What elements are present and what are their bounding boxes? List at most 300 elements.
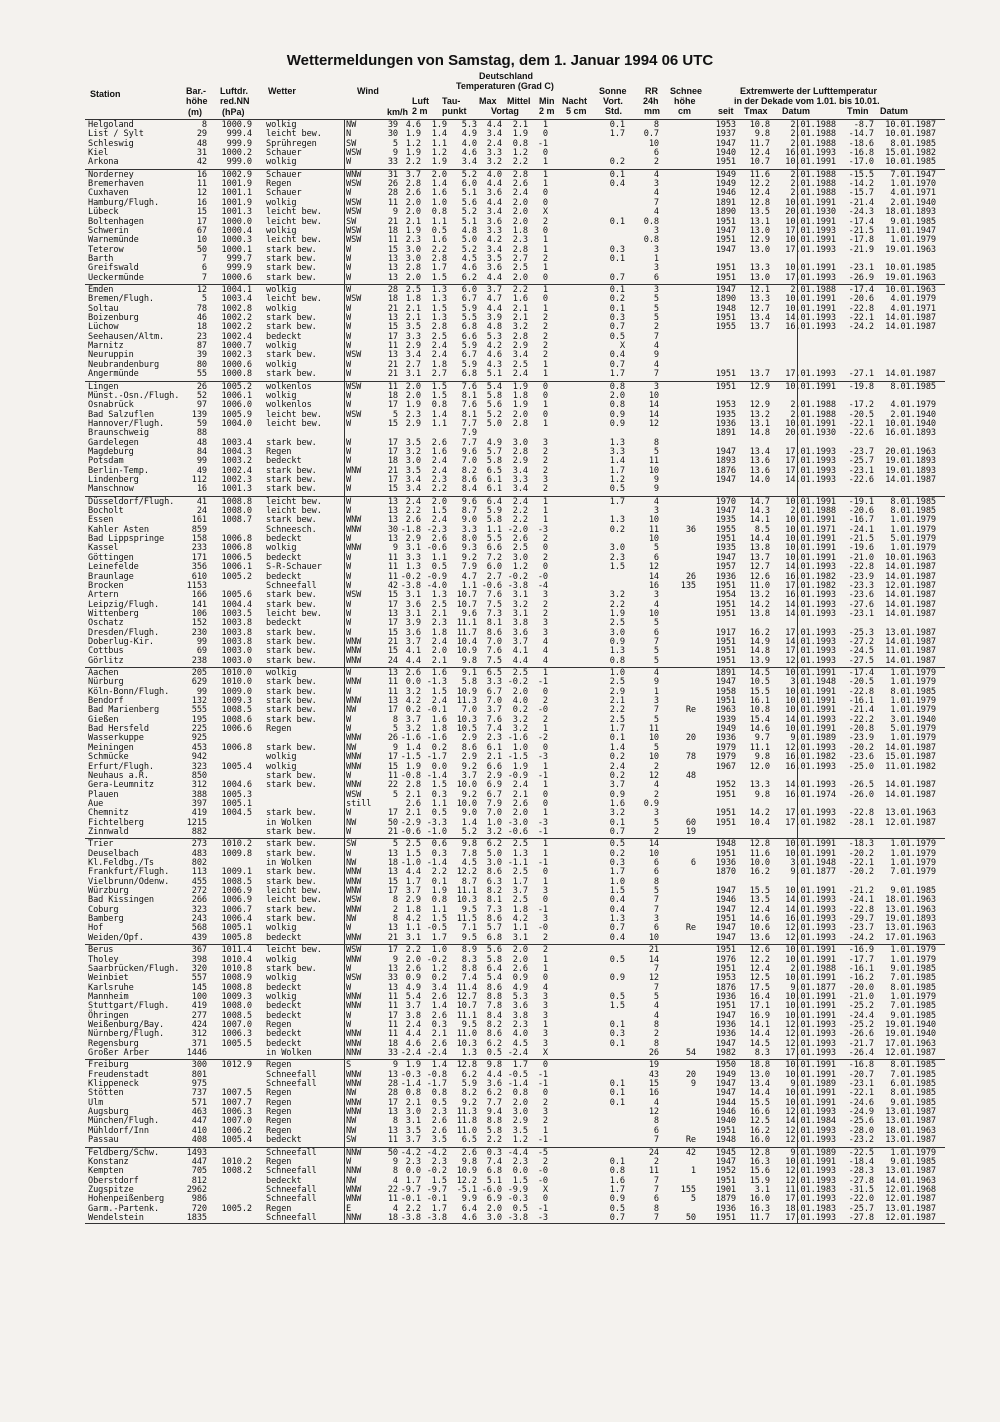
min-temp-cell: 2.9 (512, 456, 528, 467)
bar-height-cell: 812 (191, 1175, 207, 1186)
wind-direction-cell: WSW (346, 207, 362, 218)
night-temp-cell: 3 (542, 618, 548, 629)
weather-cell: leicht bew. (266, 506, 322, 516)
min-temp-cell: 1.2 (512, 562, 528, 573)
tmin-cell: -26.4 (848, 1048, 874, 1058)
sunshine-cell: 0.8 (609, 381, 625, 392)
tmax-date-cell: 12.01.1993 (785, 1166, 836, 1177)
weather-cell: leicht bew. (266, 496, 322, 507)
tmax-date-cell: 14.01.1993 (785, 714, 836, 725)
tmax-date-cell: 12.01.1993 (785, 932, 836, 943)
max-temp-cell: 7.9 (461, 562, 477, 573)
record-since-cell: 1967 (715, 761, 736, 772)
tmax-cell: 13.0 (749, 244, 770, 255)
wind-direction-cell: SW (346, 839, 357, 850)
station-name-cell: Saarbrücken/Flugh. (88, 963, 180, 974)
wind-speed-cell: 17 (387, 400, 398, 411)
max-temp-cell: 9.6 (461, 446, 477, 457)
tmax-cell: 13.4 (749, 1079, 770, 1089)
dewpoint-cell: 1.5 (431, 272, 447, 283)
wind-direction-cell: WSW (346, 590, 362, 601)
wind-speed-cell: 13 (387, 272, 398, 283)
tmin-date-cell: 7.01.1985 (890, 1001, 936, 1012)
tmin-date-cell: 10.01.1963 (885, 552, 936, 563)
tmin-date-cell: 15.01.1987 (885, 752, 936, 763)
tmax-date-cell: 12.01.1993 (785, 1029, 836, 1040)
station-name-cell: Wendelstein (88, 1212, 144, 1223)
wind-direction-cell: W (346, 331, 352, 342)
min-temp-cell: 1.8 (512, 904, 528, 915)
tmax-date-cell: 10.01.1991 (785, 381, 836, 392)
night-temp-cell: 0 (542, 1060, 548, 1071)
dewpoint-cell: 1.5 (431, 686, 447, 697)
pressure-cell: 1008.0 (221, 506, 252, 516)
sunshine-cell: 0.1 (609, 120, 625, 130)
pressure-cell: 1010.2 (221, 1156, 252, 1167)
min-temp-cell: 3.2 (512, 714, 528, 725)
wind-direction-cell: W (346, 313, 352, 323)
min-temp-cell: 3.4 (512, 465, 528, 476)
tmax-date-header: Datum (782, 106, 811, 116)
wind-direction-cell: WSW (346, 225, 362, 236)
air-temp-cell: 3.0 (405, 456, 421, 467)
pressure-cell: 1001.9 (221, 197, 252, 208)
wind-speed-cell: 17 (387, 1097, 398, 1108)
wind-speed-cell: 13 (387, 263, 398, 274)
pressure-cell: 1009.1 (221, 867, 252, 878)
tmax-cell: 16.3 (749, 1203, 770, 1214)
bar-height-cell: 367 (191, 945, 207, 956)
night-temp-cell: 0 (542, 543, 548, 554)
precip-cell: 8 (653, 1019, 659, 1030)
min-temp-cell: 2.0 (512, 207, 528, 218)
weather-cell: bedeckt (266, 534, 302, 545)
tmax-cell: 12.4 (749, 188, 770, 199)
sunshine-cell: 0.7 (609, 359, 625, 370)
dewpoint-cell: 1.3 (431, 313, 447, 323)
weather-cell: stark bew. (266, 848, 317, 859)
table-row (88, 1135, 948, 1145)
max-temp-cell: 4.8 (461, 225, 477, 236)
record-since-cell: 1876 (715, 465, 736, 476)
snow-cell: Re (685, 923, 696, 934)
record-since-cell: 1951 (715, 534, 736, 545)
mean-temp-cell: 6.2 (486, 1088, 502, 1099)
air-temp-cell: 1.9 (405, 400, 421, 411)
air-temp-cell: 2.5 (405, 284, 421, 295)
mean-temp-cell: 4.4 (486, 272, 502, 283)
pressure-cell: 1006.4 (221, 914, 252, 925)
pressure-cell: 1002.2 (221, 313, 252, 323)
dewpoint-cell: 1.5 (431, 1175, 447, 1186)
wind-direction-cell: WSW (346, 895, 362, 906)
wind-speed-cell: 13 (387, 1069, 398, 1080)
sunshine-cell: 0.1 (609, 284, 625, 295)
sunshine-header-2: Vort. (603, 96, 623, 106)
record-since-cell: 1890 (715, 294, 736, 305)
max-temp-cell: 6.2 (461, 1069, 477, 1080)
snow-cell: 78 (685, 752, 696, 763)
mean-temp-cell: 3.2 (486, 826, 502, 837)
tmax-date-cell: 14.01.1993 (785, 599, 836, 610)
tmin-date-cell: 8.01.1985 (890, 496, 936, 507)
dewpoint-cell: 1.0 (431, 945, 447, 956)
precip-cell: 10 (648, 534, 659, 545)
min-temp-cell: 2.0 (512, 945, 528, 956)
weather-cell: stark bew. (266, 826, 317, 837)
wind-direction-cell: W (346, 496, 352, 507)
precip-cell: 19 (648, 1060, 659, 1071)
sunshine-cell: 1.3 (609, 515, 625, 526)
pressure-cell: 1005.8 (221, 932, 252, 943)
record-since-cell: 1951 (715, 263, 736, 274)
weather-cell: stark bew. (266, 253, 317, 264)
min-temp-cell: 2.8 (512, 418, 528, 429)
station-name-cell: Bamberg (88, 914, 124, 925)
wind-direction-cell: W (346, 390, 352, 401)
pressure-cell: 1010.0 (221, 677, 252, 688)
night-temp-cell: -0 (537, 571, 548, 582)
wind-speed-cell: 21 (387, 369, 398, 380)
max-temp-cell: 10.9 (456, 1166, 477, 1177)
sunshine-cell: 0.5 (609, 839, 625, 850)
weather-cell: stark bew. (266, 272, 317, 283)
record-since-cell: 1936 (715, 1029, 736, 1040)
tmin-cell: -25.7 (848, 1203, 874, 1214)
mean-temp-cell: 3.4 (486, 129, 502, 140)
tmin-cell: -20.5 (848, 409, 874, 420)
bar-height-header: Bar.- (186, 86, 207, 96)
tmax-cell: 12.7 (749, 303, 770, 314)
tmin-cell: -24.6 (848, 1097, 874, 1108)
sunshine-cell: 0.5 (609, 1203, 625, 1214)
tmax-cell: 14.2 (749, 808, 770, 819)
night-temp-cell: 1 (542, 1019, 548, 1030)
air-temp-cell: -0.1 (400, 1194, 421, 1205)
wind-direction-cell: W (346, 263, 352, 274)
wind-direction-cell: W (346, 599, 352, 610)
night-temp-cell: 4 (542, 982, 548, 993)
tmax-date-cell: 2.01.1988 (790, 120, 836, 130)
tmax-date-cell: 10.01.1991 (785, 886, 836, 896)
wind-speed-cell: 13 (387, 506, 398, 516)
max-temp-cell: 10.7 (456, 1001, 477, 1012)
pressure-cell: 1000.6 (221, 272, 252, 283)
tmin-date-cell: 3.01.1940 (890, 714, 936, 725)
precip-cell: 5 (653, 714, 659, 725)
mean-temp-cell: 4.6 (486, 350, 502, 361)
weather-cell: bedeckt (266, 552, 302, 563)
night-temp-cell: 3 (542, 1038, 548, 1049)
tmax-date-cell: 10.01.1971 (785, 524, 836, 535)
station-name-cell: Mühldorf/Inn (88, 1125, 149, 1136)
max-temp-cell: 7.7 (461, 418, 477, 429)
station-name-cell: Magdeburg (88, 446, 134, 457)
dewpoint-cell: 0.3 (431, 848, 447, 859)
max-temp-cell: 9.2 (461, 789, 477, 800)
record-since-cell: 1936 (715, 1203, 736, 1214)
bar-height-cell: 55 (196, 369, 207, 380)
max-temp-cell: 10.7 (456, 599, 477, 610)
wind-direction-cell: W (346, 608, 352, 619)
sunshine-cell: 1.5 (609, 1001, 625, 1012)
min-temp-cell: 3.8 (512, 618, 528, 629)
precip-cell: 1 (653, 253, 659, 264)
max-temp-cell: 6.8 (461, 322, 477, 333)
sunshine-cell: 3.0 (609, 543, 625, 554)
precip-cell: 12 (648, 770, 659, 781)
night-temp-cell: 1 (542, 284, 548, 295)
wind-direction-cell: WNW (346, 886, 362, 896)
max-temp-cell: 6.6 (461, 331, 477, 342)
wind-direction-cell: W (346, 446, 352, 457)
min-temp-cell: 1.9 (512, 761, 528, 772)
precip-cell: 9 (653, 484, 659, 495)
record-since-cell: 1945 (715, 1147, 736, 1158)
tmin-cell: -21.0 (848, 991, 874, 1002)
station-name-cell: Kiel (88, 148, 109, 158)
tmin-cell: -22.8 (848, 904, 874, 915)
bar-height-cell: 29 (196, 129, 207, 140)
precip-cell: 8 (653, 1203, 659, 1214)
wind-direction-cell: W (346, 341, 352, 352)
tmin-date-cell: 14.01.1987 (885, 789, 936, 800)
night-temp-cell: 1 (542, 724, 548, 735)
precip-header-2: 24h (643, 96, 659, 106)
tmin-cell: -23.7 (848, 923, 874, 934)
bar-height-cell: 233 (191, 543, 207, 554)
temperature-header: Temperaturen (Grad C) (456, 81, 554, 91)
record-since-cell: 1939 (715, 714, 736, 725)
dewpoint-cell: -0.2 (426, 1166, 447, 1177)
dewpoint-cell: 2.2 (431, 867, 447, 878)
tmax-cell: 12.9 (749, 381, 770, 392)
min-temp-cell: 3.1 (512, 590, 528, 601)
mean-temp-cell: 6.2 (486, 839, 502, 850)
mean-temp-cell: 5.8 (486, 515, 502, 526)
tmin-date-cell: 13.01.1987 (885, 1203, 936, 1214)
bar-height-cell: 225 (191, 724, 207, 735)
bar-height-cell: 447 (191, 1156, 207, 1167)
wind-direction-cell: NW (346, 1125, 357, 1136)
tmax-date-cell: 17.01.1993 (785, 456, 836, 467)
pressure-unit: (hPa) (222, 107, 245, 117)
dewpoint-cell: -0.8 (426, 1069, 447, 1080)
night-temp-cell: 1 (542, 839, 548, 850)
tmin-cell: -27.8 (848, 1175, 874, 1186)
wind-speed-cell: 17 (387, 437, 398, 448)
tmin-cell: -28.0 (848, 1125, 874, 1136)
wind-direction-cell: W (346, 272, 352, 283)
dewpoint-cell: 0.3 (431, 1019, 447, 1030)
wind-direction-cell: E (346, 1203, 352, 1214)
station-name-cell: Hannover/Flugh. (88, 418, 165, 429)
weather-cell: stark bew. (266, 244, 317, 255)
tmax-cell: 13.0 (749, 1069, 770, 1080)
min-temp-cell: 1.8 (512, 390, 528, 401)
tmin-cell: -20.6 (848, 294, 874, 305)
tmax-cell: 9.8 (754, 129, 770, 140)
station-name-cell: Bad Marienberg (88, 705, 160, 716)
wind-speed-cell: 11 (387, 571, 398, 582)
station-name-cell: Passau (88, 1135, 119, 1146)
max-temp-cell: 9.9 (461, 1194, 477, 1205)
tmax-date-cell: 2.01.1988 (790, 409, 836, 420)
tmax-date-cell: 10.01.1991 (785, 705, 836, 716)
station-name-cell: Erfurt/Flugh. (88, 761, 154, 772)
pressure-cell: 1002.9 (221, 169, 252, 180)
bar-height-cell: 398 (191, 954, 207, 965)
station-name-cell: Lingen (88, 381, 119, 392)
station-name-cell: Köln-Bonn/Flugh. (88, 686, 170, 697)
tmin-date-cell: 19.01.1893 (885, 914, 936, 925)
night-temp-cell: 0 (542, 409, 548, 420)
station-name-cell: Oschatz (88, 618, 124, 629)
tmax-date-cell: 10.01.1991 (785, 1001, 836, 1012)
station-name-cell: Zugspitze (88, 1184, 134, 1195)
bar-height-cell: 16 (196, 197, 207, 208)
weather-cell: stark bew. (266, 780, 317, 791)
precip-cell: 5 (653, 817, 659, 828)
mean-temp-cell: 2.2 (486, 1135, 502, 1146)
mean-temp-cell: 7.3 (486, 608, 502, 619)
wind-speed-cell: 11 (387, 1019, 398, 1030)
tmin-cell: -25.3 (848, 627, 874, 638)
tmin-date-cell: 1.01.1979 (890, 524, 936, 535)
weather-cell: in Wolken (266, 858, 312, 868)
pressure-cell: 1004.4 (221, 599, 252, 610)
min-temp-cell: 1.2 (512, 148, 528, 158)
sunshine-cell: 1.9 (609, 608, 625, 619)
wind-direction-cell: NNW (346, 1212, 362, 1223)
night-temp-cell: -1 (537, 1135, 548, 1146)
min-temp-cell: 2.3 (512, 235, 528, 246)
record-since-cell: 1951 (715, 1125, 736, 1136)
sunshine-cell: 0.4 (609, 932, 625, 943)
sunshine-cell: 2.0 (609, 390, 625, 401)
weather-cell: wolkig (266, 197, 297, 208)
tmin-date-cell: 13.01.1987 (885, 627, 936, 638)
station-name-cell: Hohenpeißenberg (88, 1194, 165, 1205)
dewpoint-cell: 2.2 (431, 484, 447, 495)
bar-height-cell: 99 (196, 456, 207, 467)
max-temp-cell: 5.9 (461, 1079, 477, 1089)
snow-cell: 36 (685, 524, 696, 535)
wind-direction-cell: W (346, 562, 352, 573)
record-since-cell: 1951 (715, 817, 736, 828)
tmin-date-cell: 19.01.1963 (885, 244, 936, 255)
max-temp-cell: 4.9 (461, 129, 477, 140)
sunshine-cell: 0.7 (609, 1212, 625, 1223)
min-temp-cell: 2.5 (512, 359, 528, 370)
wind-direction-cell: WSW (346, 945, 362, 956)
tmin-date-cell: 1.01.1979 (890, 848, 936, 859)
record-since-cell: 1951 (715, 216, 736, 227)
tmin-date-cell: 7.01.1985 (890, 1069, 936, 1080)
precip-cell: 5 (653, 646, 659, 657)
wind-speed-cell: 15 (387, 761, 398, 772)
tmin-cell: -20.6 (848, 506, 874, 516)
bar-height-cell: 161 (191, 515, 207, 526)
tmin-date-cell: 17.01.1963 (885, 932, 936, 943)
record-since-cell: 1951 (715, 646, 736, 657)
tmin-date-cell: 8.01.1985 (890, 982, 936, 993)
air-temp-cell: 4.6 (405, 120, 421, 130)
dewpoint-cell: 2.6 (431, 1116, 447, 1127)
bar-height-cell: 112 (191, 475, 207, 485)
weather-cell: Regen (266, 1203, 292, 1214)
page-title: Wettermeldungen von Samstag, dem 1. Januar 1994 06 UTC (286, 52, 714, 69)
precip-cell: 0.9 (643, 798, 659, 809)
max-temp-cell: 9.1 (461, 668, 477, 678)
sunshine-cell: 1.6 (609, 798, 625, 809)
wind-speed-cell: 5 (392, 138, 398, 149)
sunshine-cell: 2.1 (609, 696, 625, 706)
mean-temp-cell: 7.9 (486, 798, 502, 809)
dewpoint-cell: 2.6 (431, 534, 447, 545)
bar-height-cell: 312 (191, 1029, 207, 1040)
sunshine-cell: 0.7 (609, 923, 625, 934)
wind-speed-cell: 11 (387, 381, 398, 392)
mean-temp-cell: 7.0 (486, 696, 502, 706)
min-temp-cell: -0.2 (507, 677, 528, 688)
tmin-date-cell: 13.01.1987 (885, 1107, 936, 1118)
tmin-date-cell: 20.01.1963 (885, 446, 936, 457)
precip-unit: mm (644, 106, 661, 116)
weather-cell: leicht bew. (266, 294, 322, 305)
wind-direction-cell: NW (346, 742, 357, 753)
record-since-cell: 1951 (715, 608, 736, 619)
wind-direction-cell: WNW (346, 169, 362, 180)
mean-temp-cell: 3.3 (486, 677, 502, 688)
precip-cell: 5 (653, 294, 659, 305)
wind-direction-cell: W (346, 982, 352, 993)
pressure-header: Luftdr. (220, 86, 248, 96)
night-temp-cell: 2 (542, 599, 548, 610)
record-since-cell: 1979 (715, 752, 736, 763)
tmin-cell: -25.6 (848, 1116, 874, 1127)
tmax-cell: 17.1 (749, 1001, 770, 1012)
wind-direction-cell: WNW (346, 1079, 362, 1089)
mean-temp-cell: 9.4 (486, 1107, 502, 1118)
tmax-cell: 12.5 (749, 973, 770, 984)
wind-speed-cell: 11 (387, 341, 398, 352)
wind-speed-cell: 13 (387, 867, 398, 878)
weather-cell: stark bew. (266, 599, 317, 610)
dewpoint-cell: 1.7 (431, 932, 447, 943)
tmin-cell: -21.7 (848, 1038, 874, 1049)
dewpoint-cell: 2.1 (431, 608, 447, 619)
pressure-cell: 1005.2 (221, 1203, 252, 1214)
dewpoint-cell: 1.6 (431, 188, 447, 199)
wind-speed-cell: 11 (387, 677, 398, 688)
tmin-date-cell: 19.01.1940 (885, 1029, 936, 1040)
wind-speed-cell: 33 (387, 1048, 398, 1058)
mean-temp-cell: 6.6 (486, 543, 502, 554)
tmin-cell: -23.2 (848, 1135, 874, 1146)
tmax-cell: 13.1 (749, 418, 770, 429)
tmin-cell: -17.8 (848, 235, 874, 246)
tmin-date-cell: 8.01.1985 (890, 138, 936, 149)
tmin-cell: -16.8 (848, 148, 874, 158)
tmax-cell: 16.0 (749, 1194, 770, 1205)
night-temp-cell: 0 (542, 798, 548, 809)
air-temp-cell: 1.9 (405, 761, 421, 772)
wind-speed-cell: 39 (387, 120, 398, 130)
wind-speed-cell: 11 (387, 991, 398, 1002)
wind-speed-cell: 18 (387, 1038, 398, 1049)
weather-cell: stark bew. (266, 686, 317, 697)
